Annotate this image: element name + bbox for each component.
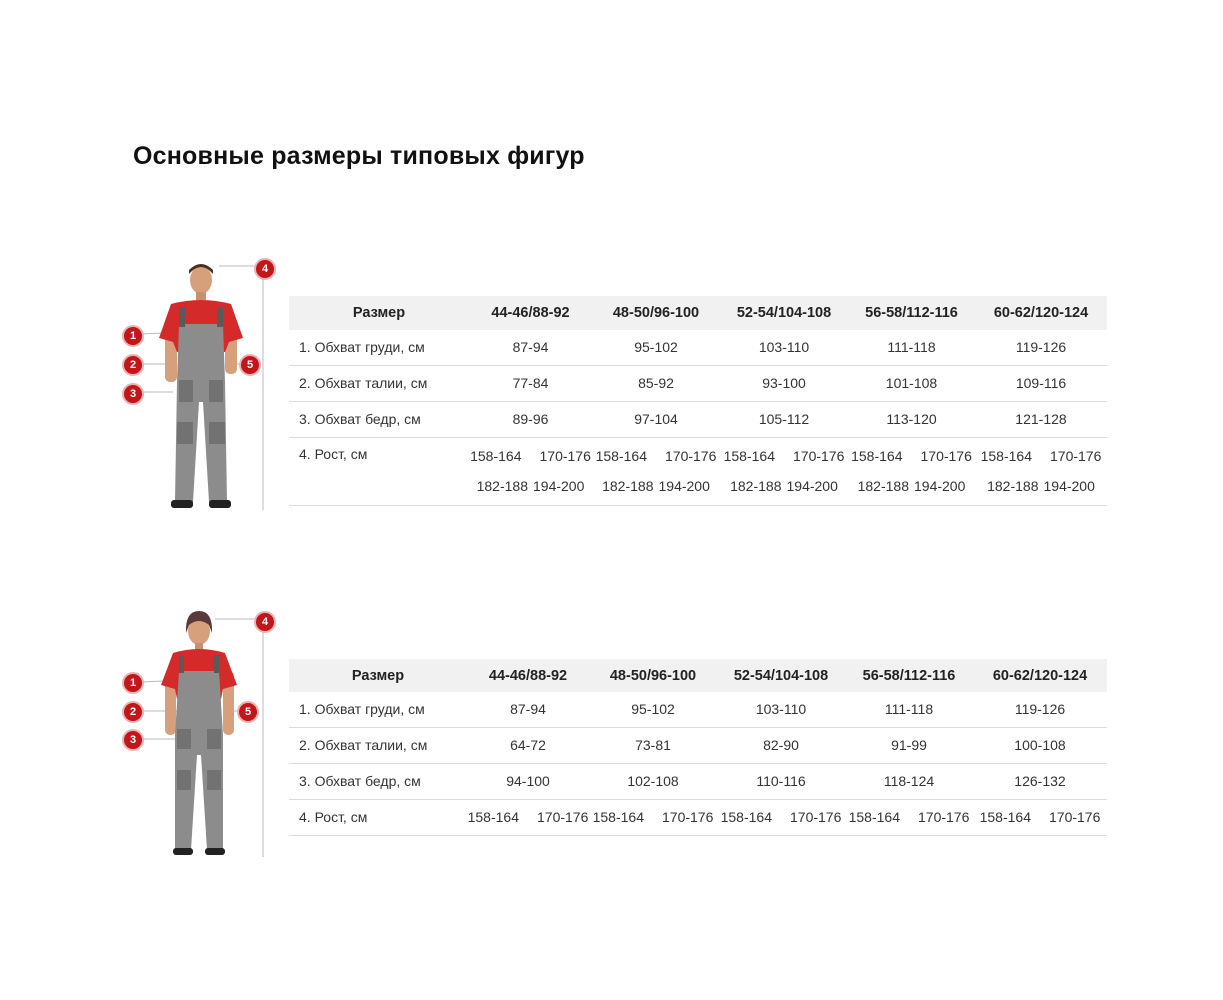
table-cell: 105-112 [720, 401, 848, 437]
table-cell: 121-128 [975, 401, 1107, 437]
header-cell: 56-58/112-116 [845, 659, 973, 692]
table-cell: 94-100 [467, 763, 589, 799]
header-cell: 52-54/104-108 [717, 659, 845, 692]
table-cell: 82-90 [717, 727, 845, 763]
table-cell: 93-100 [720, 365, 848, 401]
table-row-waist [289, 727, 1107, 763]
marker-1-chest [122, 672, 144, 694]
marker-2-waist [122, 701, 144, 723]
row-label: 1. Обхват груди, см [289, 330, 469, 365]
table-cell: 102-108 [589, 763, 717, 799]
marker-1-chest [122, 325, 144, 347]
table-row-hips [289, 763, 1107, 799]
row-label: 2. Обхват талии, см [289, 365, 469, 401]
table-cell: 158-164 170-176 [845, 799, 973, 835]
table-cell: 158-164 170-176 182-188 194-200 [848, 437, 975, 505]
header-cell: 44-46/88-92 [467, 659, 589, 692]
table-cell: 103-110 [720, 330, 848, 365]
marker-5-sleeve [237, 701, 259, 723]
table-row-chest [289, 330, 1107, 365]
table-row-height [289, 437, 1107, 505]
page-title: Основные размеры типовых фигур [133, 142, 585, 170]
table-cell: 158-164 170-176 [467, 799, 589, 835]
row-label: 3. Обхват бедр, см [289, 401, 469, 437]
table-row-chest [289, 692, 1107, 727]
header-cell: 52-54/104-108 [720, 296, 848, 330]
male-figure-illustration [115, 252, 280, 514]
female-figure-illustration [115, 605, 280, 860]
table-cell: 101-108 [848, 365, 975, 401]
marker-3-hips [122, 383, 144, 405]
marker-4-height [254, 611, 276, 633]
marker-label: 1 [129, 330, 137, 342]
table-header-row [289, 296, 1107, 330]
table-cell: 89-96 [469, 401, 592, 437]
table-cell: 111-118 [848, 330, 975, 365]
table-cell: 85-92 [592, 365, 720, 401]
marker-label: 1 [129, 677, 137, 689]
header-cell: 56-58/112-116 [848, 296, 975, 330]
marker-label: 2 [129, 359, 137, 371]
header-cell: Размер [289, 659, 467, 692]
header-cell: 60-62/120-124 [975, 296, 1107, 330]
marker-5-sleeve [239, 354, 261, 376]
table-cell: 97-104 [592, 401, 720, 437]
table-cell: 158-164 170-176 [717, 799, 845, 835]
women-size-table [289, 659, 1107, 836]
table-header-row [289, 659, 1107, 692]
table-cell: 87-94 [469, 330, 592, 365]
table-cell: 158-164 170-176 182-188 194-200 [469, 437, 592, 505]
table-cell: 119-126 [973, 692, 1107, 727]
table-cell: 126-132 [973, 763, 1107, 799]
table-cell: 95-102 [589, 692, 717, 727]
table-row-height [289, 799, 1107, 835]
marker-label: 3 [129, 388, 137, 400]
table-cell: 100-108 [973, 727, 1107, 763]
marker-3-hips [122, 729, 144, 751]
table-cell: 73-81 [589, 727, 717, 763]
table-cell: 111-118 [845, 692, 973, 727]
row-label: 2. Обхват талии, см [289, 727, 467, 763]
header-cell: Размер [289, 296, 469, 330]
header-cell: 48-50/96-100 [592, 296, 720, 330]
row-label: 4. Рост, см [289, 437, 469, 505]
table-cell: 158-164 170-176 [589, 799, 717, 835]
table-cell: 77-84 [469, 365, 592, 401]
table-cell: 113-120 [848, 401, 975, 437]
table-cell: 87-94 [467, 692, 589, 727]
table-row-hips [289, 401, 1107, 437]
table-cell: 158-164 170-176 [973, 799, 1107, 835]
marker-label: 5 [246, 359, 254, 371]
marker-label: 4 [261, 263, 269, 275]
row-label: 4. Рост, см [289, 799, 467, 835]
row-label: 1. Обхват груди, см [289, 692, 467, 727]
table-cell: 118-124 [845, 763, 973, 799]
row-label: 3. Обхват бедр, см [289, 763, 467, 799]
table-cell: 103-110 [717, 692, 845, 727]
table-cell: 119-126 [975, 330, 1107, 365]
table-cell: 158-164 170-176 182-188 194-200 [975, 437, 1107, 505]
marker-4-height [254, 258, 276, 280]
table-cell: 64-72 [467, 727, 589, 763]
table-cell: 91-99 [845, 727, 973, 763]
header-cell: 48-50/96-100 [589, 659, 717, 692]
table-cell: 95-102 [592, 330, 720, 365]
header-cell: 60-62/120-124 [973, 659, 1107, 692]
marker-label: 2 [129, 706, 137, 718]
marker-label: 5 [244, 706, 252, 718]
header-cell: 44-46/88-92 [469, 296, 592, 330]
table-row-waist [289, 365, 1107, 401]
table-cell: 158-164 170-176 182-188 194-200 [720, 437, 848, 505]
marker-label: 3 [129, 734, 137, 746]
men-size-table [289, 296, 1107, 506]
marker-2-waist [122, 354, 144, 376]
marker-label: 4 [261, 616, 269, 628]
table-cell: 110-116 [717, 763, 845, 799]
table-cell: 158-164 170-176 182-188 194-200 [592, 437, 720, 505]
table-cell: 109-116 [975, 365, 1107, 401]
